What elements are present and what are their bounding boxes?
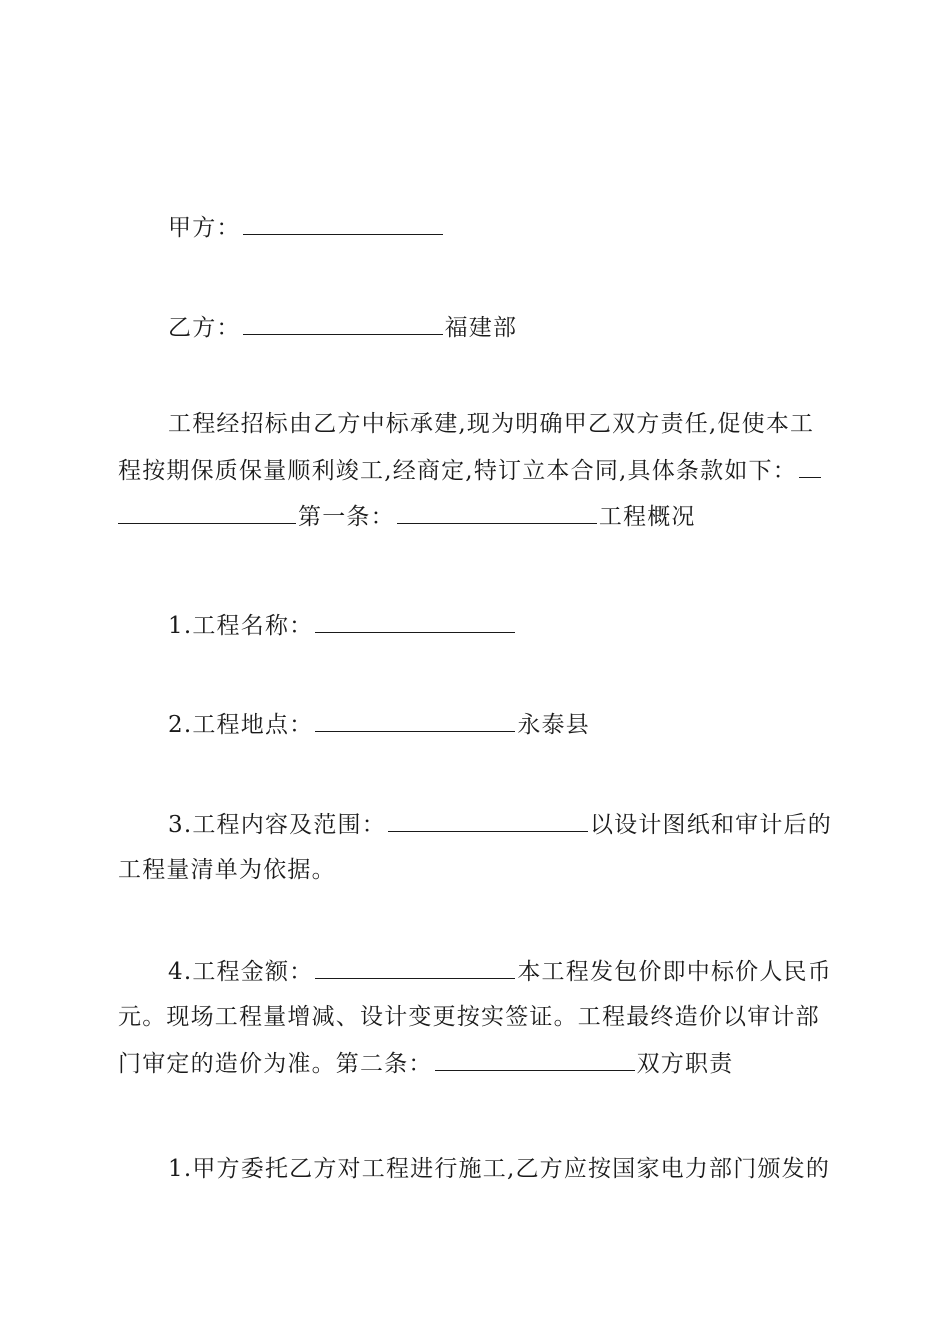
article-2-title: 双方职责 bbox=[636, 1051, 734, 1077]
party-a-label: 甲方： bbox=[168, 215, 241, 241]
article-2-label: 门审定的造价为准。第二条： bbox=[118, 1051, 433, 1077]
article-1-label: 第一条： bbox=[298, 504, 395, 530]
article-1-title: 工程概况 bbox=[598, 504, 696, 530]
party-b-line bbox=[118, 304, 834, 350]
article-1-blank bbox=[397, 493, 597, 524]
duty-1-paragraph bbox=[118, 1146, 834, 1192]
party-b-blank bbox=[243, 304, 443, 335]
intro-paragraph bbox=[118, 401, 834, 539]
intro-blank-tail bbox=[799, 447, 821, 478]
duty-1-line-1: 1.甲方委托乙方对工程进行施工,乙方应按国家电力部门颁发的 bbox=[168, 1156, 831, 1182]
item-3-label: 3.工程内容及范围： bbox=[168, 812, 386, 838]
item-1-label: 1.工程名称： bbox=[168, 613, 314, 639]
item-2-suffix: 永泰县 bbox=[517, 712, 590, 738]
item-3-suffix: 以设计图纸和审计后的 bbox=[589, 812, 832, 838]
item-1-line bbox=[118, 602, 834, 648]
item-4-line-2: 元。现场工程量增减、设计变更按实签证。工程最终造价以审计部 bbox=[118, 1004, 820, 1030]
item-2-line bbox=[118, 701, 834, 747]
item-1-blank bbox=[315, 602, 515, 633]
item-4-label: 4.工程金额： bbox=[168, 959, 314, 985]
item-3-paragraph bbox=[118, 801, 834, 893]
item-3-blank bbox=[388, 801, 588, 832]
item-4-paragraph bbox=[118, 948, 834, 1086]
item-2-blank bbox=[315, 701, 515, 732]
party-b-label: 乙方： bbox=[168, 315, 241, 341]
item-4-blank bbox=[315, 948, 515, 979]
item-3-line-2: 工程量清单为依据。 bbox=[118, 857, 336, 883]
intro-blank-lead bbox=[118, 493, 296, 524]
party-a-blank bbox=[243, 204, 443, 235]
intro-line-1: 工程经招标由乙方中标承建,现为明确甲乙双方责任,促使本工 bbox=[168, 411, 815, 437]
party-b-suffix: 福建部 bbox=[444, 315, 518, 341]
item-2-label: 2.工程地点： bbox=[168, 712, 314, 738]
item-4-suffix: 本工程发包价即中标价人民币 bbox=[517, 959, 832, 985]
intro-line-2: 程按期保质保量顺利竣工,经商定,特订立本合同,具体条款如下： bbox=[118, 458, 797, 484]
article-2-blank bbox=[435, 1040, 635, 1071]
party-a-line bbox=[118, 204, 834, 250]
